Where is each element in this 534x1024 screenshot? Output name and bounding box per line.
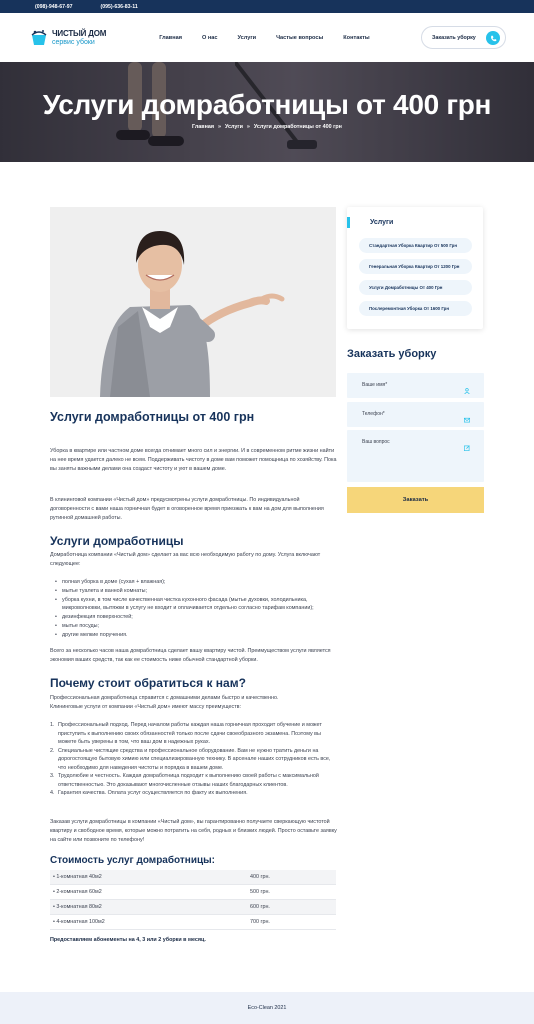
logo-subtitle: сервис убоки	[52, 38, 95, 46]
breadcrumb-current: Услуги домработницы от 400 грн	[253, 124, 342, 130]
question-field[interactable]	[347, 430, 484, 482]
sidebar-item-general-cleaning[interactable]: Генеральная Уборка Квартир От 1200 Грн	[359, 259, 472, 274]
phone-placeholder: Телефон*	[362, 411, 385, 417]
why-heading: Почему стоит обратиться к нам?	[50, 676, 246, 690]
table-row	[50, 885, 336, 900]
price-table	[50, 870, 336, 930]
services-widget-title: Услуги	[370, 219, 394, 226]
accent-bar	[347, 217, 350, 228]
main-nav	[159, 35, 369, 41]
breadcrumb	[0, 124, 534, 130]
article-title: Услуги домработницы от 400 грн	[50, 410, 255, 424]
intro-paragraph-1: Уборка в квартире или частном доме всегда отнимает много сил и энергии. И в современном ритме жизни найти на нее время удается далеко не всем. Поддерживать чистоту в доме вам поможет помощница по хозяйству. Пока вы заняты важными делами она создаст чистоту и уют в вашем доме.	[50, 448, 337, 472]
intro-paragraph-2: В клининговой компании «Чистый дом» предусмотрены услуги домработницы. По индивидуальной договоренности с вами наша горничная будет в оговоренное время приезжать к вам на дом для выполнения рутинной домашней работы.	[50, 497, 324, 521]
table-row	[50, 915, 336, 930]
table-row	[50, 900, 336, 915]
breadcrumb-separator: »	[217, 124, 221, 130]
closing-paragraph: Заказав услуги домработницы в компании «Чистый дом», вы гарантированно получаете сверкающую чистотой квартиру и свободное время, которые можно потратить на себя, родных и близких людей. Просто оставьте заявку на сайте или позвоните по телефону!	[50, 819, 337, 843]
price-cell-value: 600 грн.	[250, 904, 270, 910]
phone-link-1[interactable]: (098)-948-67-97	[35, 3, 73, 10]
name-field[interactable]	[347, 373, 484, 398]
user-icon	[464, 381, 470, 387]
price-cell-value: 700 грн.	[250, 919, 270, 925]
price-cell-name: • 4-комнатная 100м2	[53, 919, 105, 925]
price-cell-name: • 1-комнатная 40м2	[53, 874, 102, 880]
why-text-1: Профессиональная домработница справится с домашними делами быстро и качественно.	[50, 695, 279, 701]
services-intro: Домработница компании «Чистый дом» сделает за вас всю необходимую работу по дому. Услуга включают следующее:	[50, 552, 321, 567]
question-placeholder: Ваш вопрос	[362, 439, 390, 445]
services-widget	[347, 207, 483, 329]
edit-icon	[464, 438, 470, 444]
name-placeholder: Ваше имя*	[362, 382, 388, 388]
nav-services[interactable]: Услуги	[237, 34, 257, 41]
phone-icon	[486, 31, 500, 45]
nav-faq[interactable]: Частые вопросы	[276, 34, 324, 41]
table-row	[50, 870, 336, 885]
sidebar-item-standard-cleaning[interactable]: Стандартная Уборка Квартир От 500 Грн	[359, 238, 472, 253]
phone-link-2[interactable]: (095)-636-83-11	[100, 3, 138, 10]
price-cell-value: 500 грн.	[250, 889, 270, 895]
price-cell-value: 400 грн.	[250, 874, 270, 880]
price-cell-name: • 2-комнатная 60м2	[53, 889, 102, 895]
order-form-title: Заказать уборку	[347, 348, 437, 360]
nav-about[interactable]: О нас	[201, 34, 218, 41]
why-text-2: Клининговые услуги от компании «Чистый дом» имеют массу преимуществ:	[50, 704, 242, 710]
list-item: • другие мелкие поручения.	[55, 631, 340, 640]
bucket-logo-icon	[29, 28, 49, 48]
price-cell-name: • 3-комнатная 80м2	[53, 904, 102, 910]
subscription-note: Предоставляем абонементы на 4, 3 или 2 уборки в месяц.	[50, 937, 206, 943]
top-contact-bar	[0, 0, 534, 13]
sidebar-item-housekeeper[interactable]: Услуги Домработницы От 400 Грн	[359, 280, 472, 295]
list-item: 1. Профессиональный подход. Перед началом работы каждая наша горничная проходит обучение и может приступить к выполнению своих обязанностей только после сдачи своеобразного экзамена. Поэтому вы можете быть уверены в том, что ваш дом в надежных руках.	[50, 722, 322, 745]
housekeeper-photo	[50, 207, 336, 397]
header-order-button[interactable]	[421, 26, 506, 49]
logo[interactable]	[29, 28, 106, 48]
list-item: • уборка кухни, в том числе качественная чистка кухонного фасада (мытье духовки, холодильника, микроволновки, вытяжки в услугу не входит и оплачивается отдельно согласно тарифам компании);	[55, 596, 340, 614]
services-list	[55, 578, 340, 640]
breadcrumb-separator: »	[246, 124, 250, 130]
site-footer	[0, 992, 534, 1024]
breadcrumb-home[interactable]: Главная	[192, 124, 214, 130]
list-item: 3. Трудолюбие и честность. Каждая домработница подходит к выполнению своей работы с максимальной ответственностью. Это доказывают многочисленные отзывы наших благодарных клиентов.	[50, 773, 319, 788]
list-item: • мытье посуды;	[55, 622, 340, 631]
copyright-text: Eco-Clean 2021	[247, 1005, 287, 1011]
header-order-label: Заказать уборку	[432, 34, 476, 41]
advantages-list	[50, 721, 340, 798]
list-item: 4. Гарантия качества. Оплата услуг осуществляется по факту их выполнения.	[50, 790, 248, 796]
phone-field[interactable]	[347, 402, 484, 427]
envelope-icon	[464, 410, 470, 416]
logo-title: ЧИСТЫЙ ДОМ	[52, 28, 107, 38]
site-header	[0, 13, 534, 62]
breadcrumb-services[interactable]: Услуги	[224, 124, 243, 130]
list-item: 2. Специальные чистящие средства и профессиональное оборудование. Вам не нужно тратить деньги на дорогостоящую бытовую химию или специализированную технику. В арсенале наших сотрудников есть все, что необходимо для наведения чистоты и порядка в вашем доме.	[50, 747, 331, 771]
nav-home[interactable]: Главная	[159, 34, 182, 41]
nav-contacts[interactable]: Контакты	[343, 34, 370, 41]
list-item: • мытье туалета и ванной комнаты;	[55, 587, 340, 596]
services-heading: Услуги домработницы	[50, 534, 184, 548]
submit-order-button[interactable]: Заказать	[347, 487, 484, 513]
list-item: • полная уборка в доме (сухая + влажная);	[55, 578, 340, 587]
services-after: Всего за несколько часов наша домработница сделает вашу квартиру чистой. Преимуществом услуги является экономия ваших средств, так как ее стоимость ниже обычной стандартной уборки.	[50, 648, 331, 663]
hero-banner	[0, 62, 534, 162]
list-item: • дезинфекция поверхностей;	[55, 613, 340, 622]
price-heading: Стоимость услуг домработницы:	[50, 855, 215, 866]
sidebar-item-post-renovation[interactable]: Послеремонтная Уборка От 1600 Грн	[359, 301, 472, 316]
page-title: Услуги домработницы от 400 грн	[42, 89, 492, 120]
